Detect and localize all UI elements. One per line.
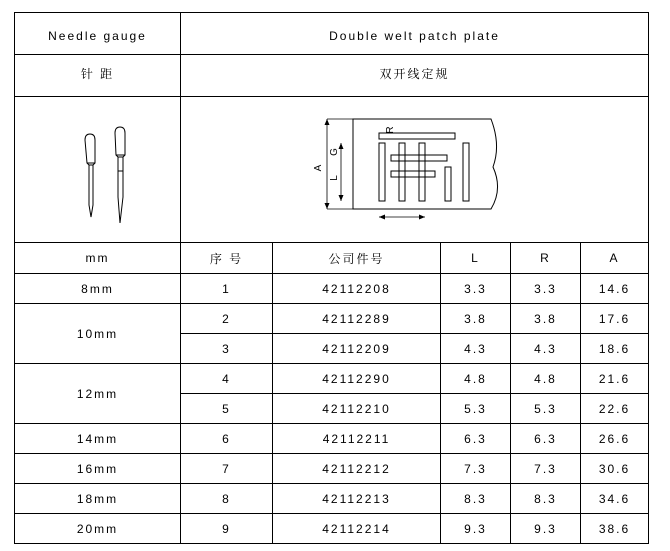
patch-plate-title-cn: 双开线定规 [181,55,649,97]
cell-a: 30.6 [581,454,649,484]
dimension-g-label: G [328,145,340,156]
cell-a: 21.6 [581,364,649,394]
cell-l: 3.3 [441,274,511,304]
header-row-chinese [15,55,649,97]
cell-index: 2 [181,304,273,334]
double-welt-patch-plate-illustration [295,105,535,235]
table-row [15,364,649,394]
needle-figure-cell [15,97,181,243]
column-header-row [15,243,649,274]
cell-gauge: 12mm [15,364,181,424]
cell-gauge: 14mm [15,424,181,454]
column-header-r: R [511,243,581,274]
cell-index: 7 [181,454,273,484]
cell-part-number: 42112212 [273,454,441,484]
cell-gauge: 8mm [15,274,181,304]
cell-l: 4.3 [441,334,511,364]
cell-index: 6 [181,424,273,454]
cell-l: 7.3 [441,454,511,484]
cell-r: 4.8 [511,364,581,394]
cell-l: 4.8 [441,364,511,394]
cell-index: 8 [181,484,273,514]
cell-part-number: 42112213 [273,484,441,514]
column-header-a: A [581,243,649,274]
cell-r: 6.3 [511,424,581,454]
cell-part-number: 42112290 [273,364,441,394]
cell-l: 8.3 [441,484,511,514]
table-row [15,484,649,514]
cell-r: 3.8 [511,304,581,334]
header-row-english [15,13,649,55]
cell-index: 4 [181,364,273,394]
cell-gauge: 18mm [15,484,181,514]
cell-index: 1 [181,274,273,304]
cell-r: 4.3 [511,334,581,364]
cell-part-number: 42112208 [273,274,441,304]
cell-r: 7.3 [511,454,581,484]
cell-gauge: 16mm [15,454,181,484]
table-row [15,514,649,544]
cell-a: 17.6 [581,304,649,334]
cell-part-number: 42112209 [273,334,441,364]
cell-r: 5.3 [511,394,581,424]
column-header-part-number: 公司件号 [273,243,441,274]
cell-index: 9 [181,514,273,544]
cell-part-number: 42112211 [273,424,441,454]
dimension-r-label: R [384,123,396,134]
cell-index: 3 [181,334,273,364]
needle-gauge-title-en: Needle gauge [15,13,181,55]
patch-plate-title-en: Double welt patch plate [181,13,649,55]
table-row [15,304,649,334]
column-header-mm: mm [15,243,181,274]
cell-l: 3.8 [441,304,511,334]
cell-r: 3.3 [511,274,581,304]
cell-a: 26.6 [581,424,649,454]
dimension-a-label: A [312,162,324,171]
table-row [15,424,649,454]
cell-a: 38.6 [581,514,649,544]
table-row [15,274,649,304]
cell-gauge: 10mm [15,304,181,364]
cell-l: 6.3 [441,424,511,454]
column-header-l: L [441,243,511,274]
cell-part-number: 42112210 [273,394,441,424]
figure-row [15,97,649,243]
table-row [15,454,649,484]
column-header-index: 序 号 [181,243,273,274]
cell-r: 9.3 [511,514,581,544]
dimension-l-label: L [328,172,340,181]
needle-gauge-title-cn: 针 距 [15,55,181,97]
needle-illustration [23,105,173,235]
cell-l: 9.3 [441,514,511,544]
cell-part-number: 42112289 [273,304,441,334]
cell-a: 14.6 [581,274,649,304]
cell-a: 18.6 [581,334,649,364]
specification-table [14,12,649,544]
patch-plate-figure-cell [181,97,649,243]
cell-a: 22.6 [581,394,649,424]
cell-a: 34.6 [581,484,649,514]
cell-index: 5 [181,394,273,424]
cell-part-number: 42112214 [273,514,441,544]
cell-r: 8.3 [511,484,581,514]
cell-l: 5.3 [441,394,511,424]
cell-gauge: 20mm [15,514,181,544]
